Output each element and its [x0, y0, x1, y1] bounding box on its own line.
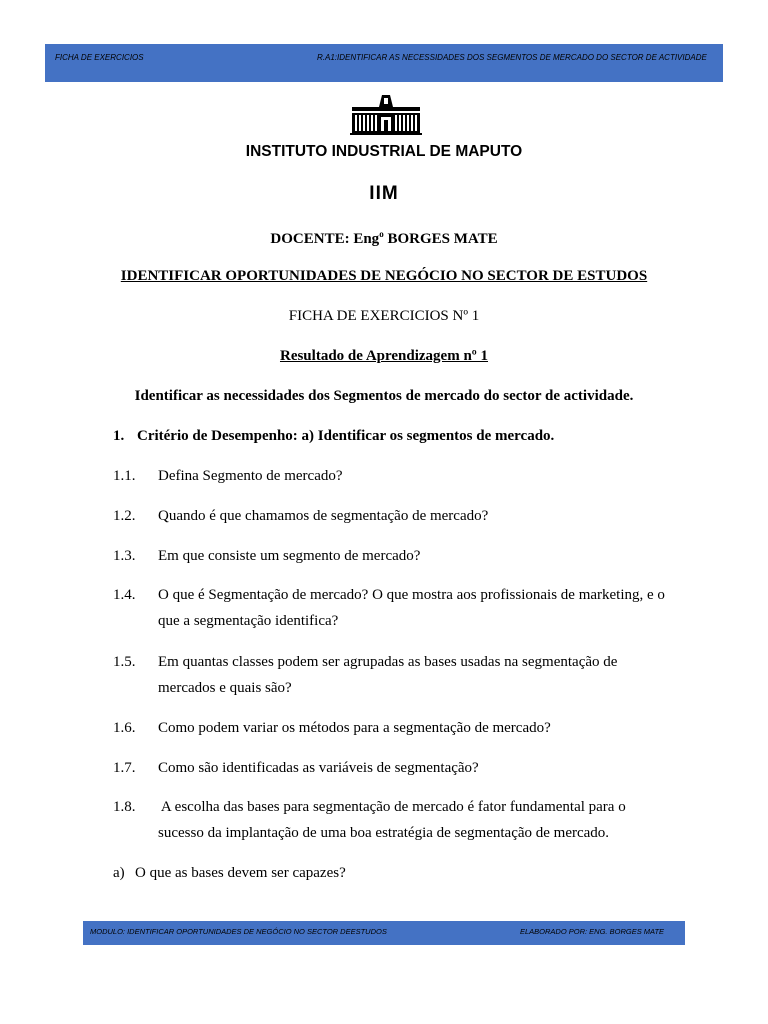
question-number: 1.6. [113, 720, 136, 736]
question-text: Em que consiste um segmento de mercado? [158, 548, 421, 564]
question-number: 1.1. [113, 468, 136, 484]
module-title: IDENTIFICAR OPORTUNIDADES DE NEGÓCIO NO SECTOR DE ESTUDOS [120, 268, 648, 284]
sub-question-letter: a) [113, 865, 125, 881]
header-left-text: FICHA DE EXERCICIOS [55, 53, 144, 62]
question-text-continued: que a segmentação identifica? [158, 613, 339, 629]
footer-band [83, 921, 685, 945]
footer-left-text: MODULO: IDENTIFICAR OPORTUNIDADES DE NEGÓCIO NO SECTOR DEESTUDOS [90, 927, 387, 936]
question-text: Como podem variar os métodos para a segmentação de mercado? [158, 720, 551, 736]
criterion-number: 1. [113, 428, 125, 444]
criterion-heading [113, 428, 554, 445]
docente-name: BORGES MATE [383, 231, 498, 247]
question-text-continued: sucesso da implantação de uma boa estratégia de segmentação de mercado. [158, 825, 610, 841]
question-number: 1.7. [113, 760, 136, 776]
question-text: Como são identificadas as variáveis de segmentação? [158, 760, 479, 776]
question-text: Em quantas classes podem ser agrupadas as bases usadas na segmentação de [158, 654, 618, 670]
question-number: 1.4. [113, 587, 136, 603]
question-text: Quando é que chamamos de segmentação de mercado? [158, 508, 489, 524]
sub-question-text: O que as bases devem ser capazes? [135, 865, 346, 881]
institute-name: INSTITUTO INDUSTRIAL DE MAPUTO [245, 143, 523, 160]
header-band [45, 44, 723, 82]
learning-outcome-title: Resultado de Aprendizagem nº 1 [279, 348, 489, 364]
question-text: A escolha das bases para segmentação de mercado é fator fundamental para o [158, 799, 626, 815]
footer-right-text: ELABORADO POR: ENG. BORGES MATE [520, 927, 665, 936]
worksheet-title: FICHA DE EXERCICIOS Nº 1 [288, 308, 480, 324]
objective: Identificar as necessidades dos Segmentos de mercado do sector de actividade. [134, 388, 634, 404]
sub-question [113, 865, 346, 882]
question-text: O que é Segmentação de mercado? O que mostra aos profissionais de marketing, e o [158, 587, 665, 603]
criterion-text: Critério de Desempenho: a) Identificar os segmentos de mercado. [137, 428, 555, 444]
question-number: 1.3. [113, 548, 136, 564]
docente-prefix: DOCENTE: Eng [270, 231, 380, 247]
question-number: 1.5. [113, 654, 136, 670]
institute-logo [350, 93, 422, 135]
question-text-continued: mercados e quais são? [158, 680, 292, 696]
question-number: 1.2. [113, 508, 136, 524]
question-text: Defina Segmento de mercado? [158, 468, 343, 484]
institute-acronym: IIM [369, 183, 399, 204]
docente-line [0, 229, 768, 248]
question-number: 1.8. [113, 799, 136, 815]
header-right-text: R.A1:IDENTIFICAR AS NECESSIDADES DOS SEGMENTOS DE MERCADO DO SECTOR DE ACTIVIDADE [317, 53, 707, 62]
docente-sup: o [379, 229, 384, 239]
